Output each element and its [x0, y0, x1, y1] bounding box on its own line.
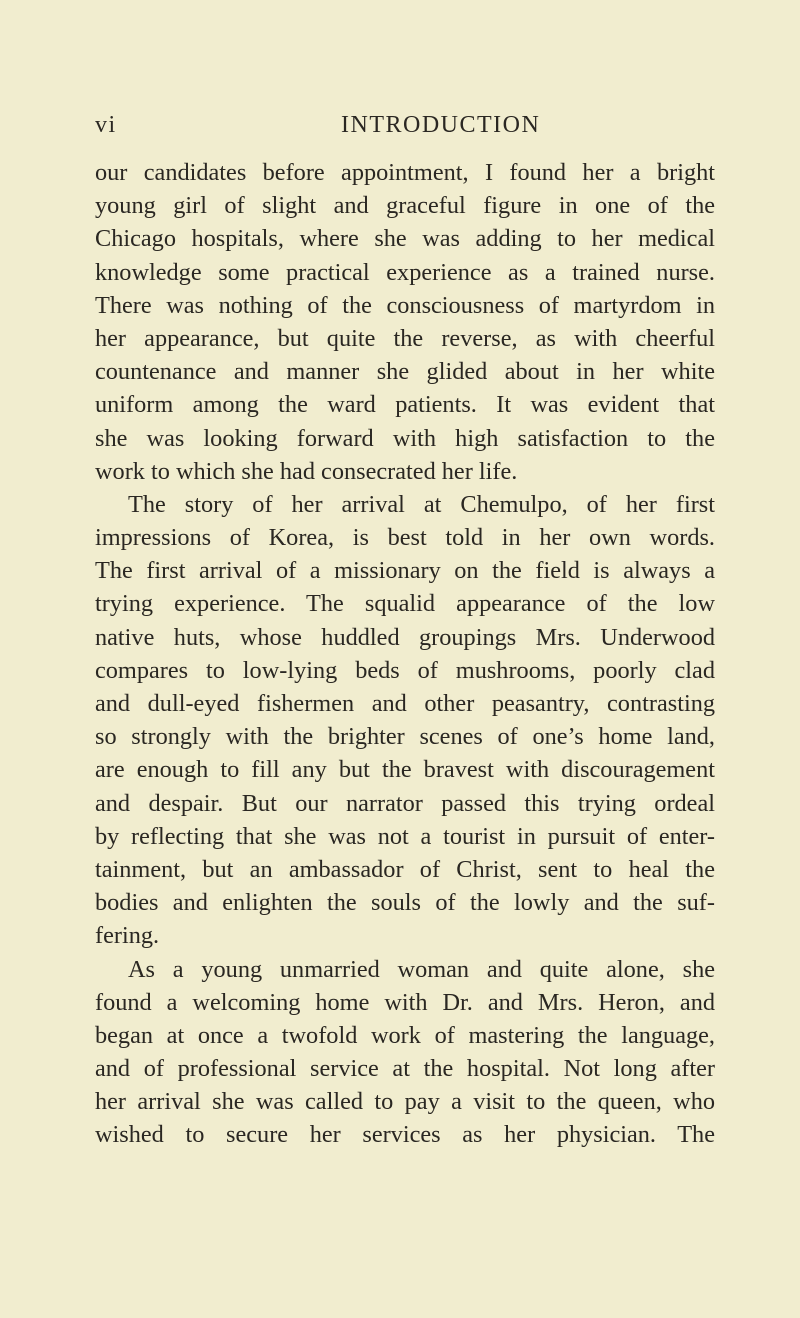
- text-line: began at once a twofold work of mastering the language,: [95, 1021, 715, 1049]
- text-line: The first arrival of a missionary on the field is always a: [95, 557, 715, 585]
- text-line: she was looking forward with high satisfaction to the: [95, 424, 715, 452]
- body-text: [95, 156, 715, 1152]
- text-line: countenance and manner she glided about in her white: [95, 358, 715, 386]
- page-number: vi: [95, 112, 117, 138]
- text-line: her appearance, but quite the reverse, as with cheerful: [95, 324, 715, 352]
- text-line: our candidates before appointment, I found her a bright: [95, 159, 715, 186]
- text-line: tainment, but an ambassador of Christ, sent to heal the: [95, 855, 715, 883]
- paragraph-first-line: The story of her arrival at Chemulpo, of her first: [128, 490, 715, 518]
- text-line: found a welcoming home with Dr. and Mrs. Heron, and: [95, 988, 715, 1016]
- paragraph-first-line: As a young unmarried woman and quite alone, she: [128, 955, 715, 983]
- text-line: so strongly with the brighter scenes of one’s home land,: [95, 723, 715, 751]
- text-line: work to which she had consecrated her life.: [95, 457, 518, 485]
- text-line: compares to low-lying beds of mushrooms, poorly clad: [95, 656, 715, 684]
- text-line: native huts, whose huddled groupings Mrs. Underwood: [95, 623, 715, 651]
- text-line: are enough to fill any but the bravest with discouragement: [95, 756, 715, 784]
- text-line: her arrival she was called to pay a visit to the queen, who: [95, 1088, 715, 1116]
- text-line: fering.: [95, 922, 160, 950]
- text-line: impressions of Korea, is best told in her own words.: [95, 524, 715, 552]
- text-line: knowledge some practical experience as a trained nurse.: [95, 258, 715, 286]
- text-line: and of professional service at the hospital. Not long after: [95, 1055, 715, 1083]
- text-line: uniform among the ward patients. It was evident that: [95, 391, 715, 419]
- text-line: Chicago hospitals, where she was adding to her medical: [95, 225, 715, 253]
- running-title: INTRODUCTION: [341, 112, 541, 138]
- running-head: [95, 112, 715, 142]
- text-line: trying experience. The squalid appearance of the low: [95, 590, 715, 618]
- text-line: and dull-eyed fishermen and other peasantry, contrasting: [95, 690, 715, 717]
- text-line: by reflecting that she was not a tourist in pursuit of enter-: [95, 822, 715, 850]
- text-line: bodies and enlighten the souls of the lowly and the suf-: [95, 889, 715, 917]
- text-line: wished to secure her services as her physician. The: [95, 1121, 715, 1149]
- text-line: and despair. But our narrator passed this trying ordeal: [95, 789, 715, 817]
- text-line: There was nothing of the consciousness of martyrdom in: [95, 291, 715, 319]
- text-line: young girl of slight and graceful figure in one of the: [95, 192, 715, 220]
